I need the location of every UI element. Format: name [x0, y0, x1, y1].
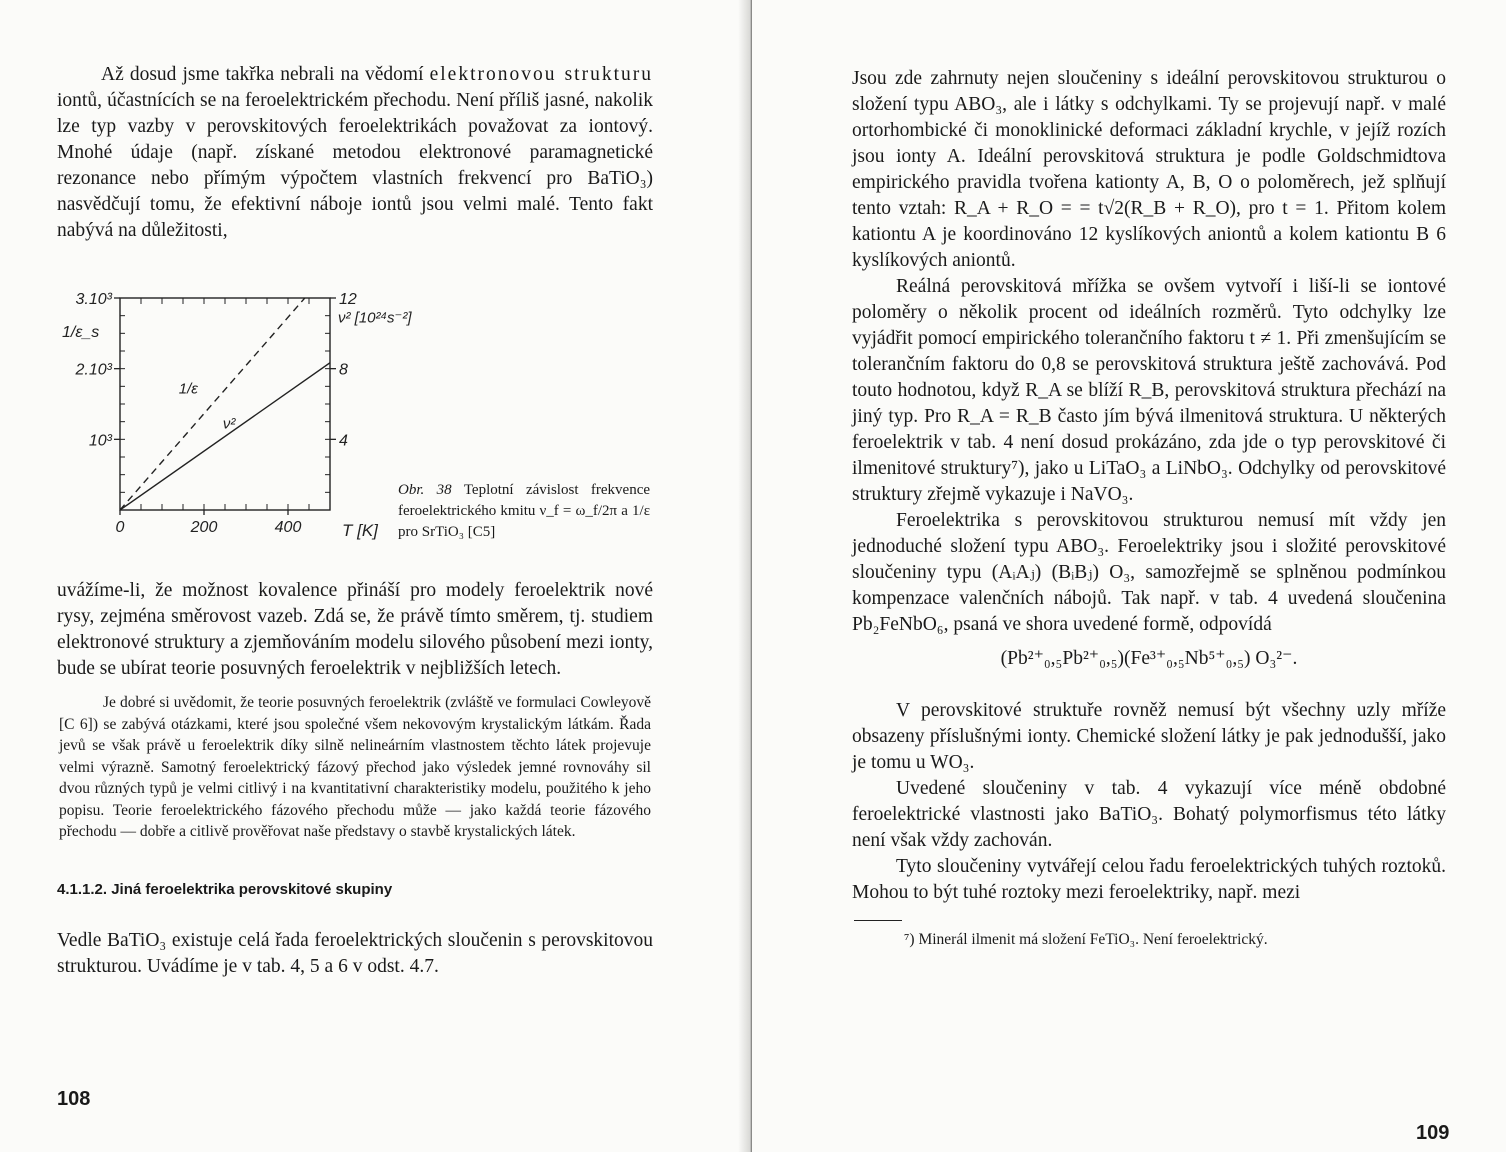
x-axis-label: T [K] — [342, 521, 378, 540]
right-tick-label: 8 — [339, 361, 348, 379]
left-tick-label: 3.10³ — [75, 291, 112, 308]
left-tick-label: 10³ — [88, 432, 112, 450]
intro-part1: Až dosud jsme takřka nebrali na vědomí — [101, 64, 424, 85]
series-nu-squared-line — [120, 298, 422, 510]
footnote: ⁷) Minerál ilmenit má složení FeTiO₃. Není feroelektrický. — [904, 931, 1268, 948]
page-number-right: 109 — [1416, 1122, 1450, 1144]
left-top-text — [57, 62, 653, 244]
series-inv-epsilon-line — [120, 298, 305, 510]
intro-paragraph — [57, 62, 653, 244]
footnote-rule — [854, 920, 902, 921]
x-tick-label: 200 — [190, 519, 218, 536]
left-axis-label: 1/ε_s — [62, 323, 100, 341]
right-axis-label: ν² [10²⁴s⁻²] — [338, 309, 412, 327]
caption-text: Teplotní závislost frekvence feroelektrického kmitu ν_f = ω_f/2π a 1/ε pro SrTiO₃ [C5] — [398, 482, 651, 540]
page-number-left: 108 — [57, 1088, 91, 1110]
plot-frame — [120, 298, 330, 510]
small-paragraph: Je dobré si uvědomit, že teorie posuvných feroelektrik (zvláště ve formulaci Cowleyově [C 6]) se zabývá otázkami, které jsou společné všem nekovovým krystalickým látkám. Řada jevů se však právě u feroelektrik díky silně nelineárním vlastnostem těchto látek projevuje velmi výrazně. Samotný feroelektrický fázový přechod jako výsledek jemné rovnováhy sil dvou různých typů je velmi citlivý i na kvantitativní charakteristiky modelu, použitého k jeho popisu. Teorie feroelektrického fázového přechodu může — jako každá teorie fázového přechodu — dobře a citlivě prověřovat naše představy o stavbě krystalických látek. — [59, 694, 651, 840]
series-label-nu-squared: ν² — [222, 415, 236, 433]
right-tick-label: 12 — [339, 291, 357, 308]
caption-label: Obr. 38 — [398, 482, 452, 498]
intro-part2: iontů, účastnících se na feroelektrickém přechodu. Není příliš jasné, nakolik lze typ vazby v perovskitových feroelektrikách považovat za iontový. Mnohé údaje (např. získané metodou elektronové paramagnetické rezonance nebo přímým výpočtem vlastních frekvencí pro BaTiO₃) nasvědčují tomu, že efektivní náboje iontů jsou velmi malé. Tento fakt nabývá na důležitosti, — [57, 90, 653, 241]
series-lines — [120, 298, 422, 510]
left-tick-label: 2.10³ — [75, 361, 112, 379]
right-page — [752, 0, 1506, 1152]
x-axis-ticks — [116, 510, 302, 536]
right-para-2: Reálná perovskitová mřížka se ovšem vytvoří i liší-li se iontové poloměry o několik procent od ideálních rozměrů. Tyto odchylky lze vyjádřit pomocí empirického tolerančního faktoru t ≠ 1. Při zmenšujícím se tolerančním faktoru do 0,8 se perovskitová struktura ještě zachovává. Pod touto hodnotou, když R_A se blíží R_B, perovskitová struktura přechází na jiný typ. Pro R_A = R_B často jím bývá ilmenitová struktura. U některých feroelektrik v tab. 4 není dosud prokázáno, zda jde o typ perovskitové či ilmenitové struktury⁷), jako u LiTaO₃ a LiNbO₃. Odchylky od perovskitové struktury zřejmě vykazuje i NaVO₃. — [852, 276, 1446, 505]
right-para-5: Uvedené sloučeniny v tab. 4 vykazují více méně obdobné feroelektrické vlastnosti jako BaTiO₃. Bohatý polymorfismus této látky není však vždy zachován. — [852, 778, 1446, 851]
formula: (Pb²⁺₀,₅Pb²⁺₀,₅)(Fe³⁺₀,₅Nb⁵⁺₀,₅) O₃²⁻. — [1000, 648, 1298, 669]
figure-38-chart — [60, 278, 440, 548]
left-axis-ticks — [75, 291, 120, 449]
section-heading: 4.1.1.2. Jiná feroelektrika perovskitové skupiny — [57, 880, 393, 898]
figure-caption — [398, 480, 650, 543]
section-paragraph: Vedle BaTiO₃ existuje celá řada feroelektrických sloučenin s perovskitovou strukturou. Uvádíme je v tab. 4, 5 a 6 v odst. 4.7. — [57, 929, 653, 977]
right-para-1: Jsou zde zahrnuty nejen sloučeniny s ideální perovskitovou strukturou o složení typu ABO₃, ale i látky s odchylkami. Ty se projevují např. v malé ortorhombické či monoklinické deformaci základní krychle, v jejíž rozích jsou ionty A. Ideální perovskitová struktura je podle Goldschmidtova empirického pravidla tvořena kationty A, B, O o poloměrech, jež splňují tento vztah: R_A + R_O = = t√2(R_B + R_O), pro t = 1. Přitom kolem kationtu A je koordinováno 12 kyslíkových aniontů a kolem kationtu B 6 kyslíkových aniontů. — [852, 68, 1446, 271]
continue-paragraph: uvážíme-li, že možnost kovalence přináší pro modely feroelektrik nové rysy, zejména směrovost vazeb. Zdá se, že právě tímto směrem, tj. studiem elektronové struktury a zjemňováním modelu silového působení mezi ionty, bude se ubírat teorie posuvných feroelektrik v nejbližších letech. — [57, 580, 653, 679]
right-text — [852, 66, 1446, 951]
axis-labels — [62, 310, 412, 540]
left-page — [0, 0, 748, 1152]
plot-border — [120, 298, 330, 510]
left-bottom-text — [57, 578, 653, 980]
x-tick-label: 400 — [274, 519, 302, 536]
right-para-6: Tyto sloučeniny vytvářejí celou řadu feroelektrických tuhých roztoků. Mohou to být tuhé roztoky mezi feroelektriky, např. mezi — [852, 856, 1446, 903]
right-tick-label: 4 — [339, 432, 348, 450]
x-tick-label: 0 — [115, 519, 125, 536]
right-para-3: Feroelektrika s perovskitovou strukturou nemusí mít vždy jen jednoduché složení typu ABO₃. Feroelektriky jsou i složité perovskitové sloučeniny typu (AᵢAⱼ) (BᵢBⱼ) O₃, samozřejmě se splněnou podmínkou kompenzace valenčních nábojů. Tak např. v tab. 4 uvedená sloučenina Pb₂FeNbO₆, psaná ve shora uvedené formě, odpovídá — [852, 510, 1446, 635]
intro-spaced: elektronovou strukturu — [429, 64, 654, 85]
right-para-4: V perovskitové struktuře rovněž nemusí být všechny uzly mříže obsazeny příslušnými ionty. Chemické složení látky je pak jednodušší, jako je tomu u WO₃. — [852, 700, 1446, 773]
series-label-inv-epsilon: 1/ε — [178, 380, 198, 398]
